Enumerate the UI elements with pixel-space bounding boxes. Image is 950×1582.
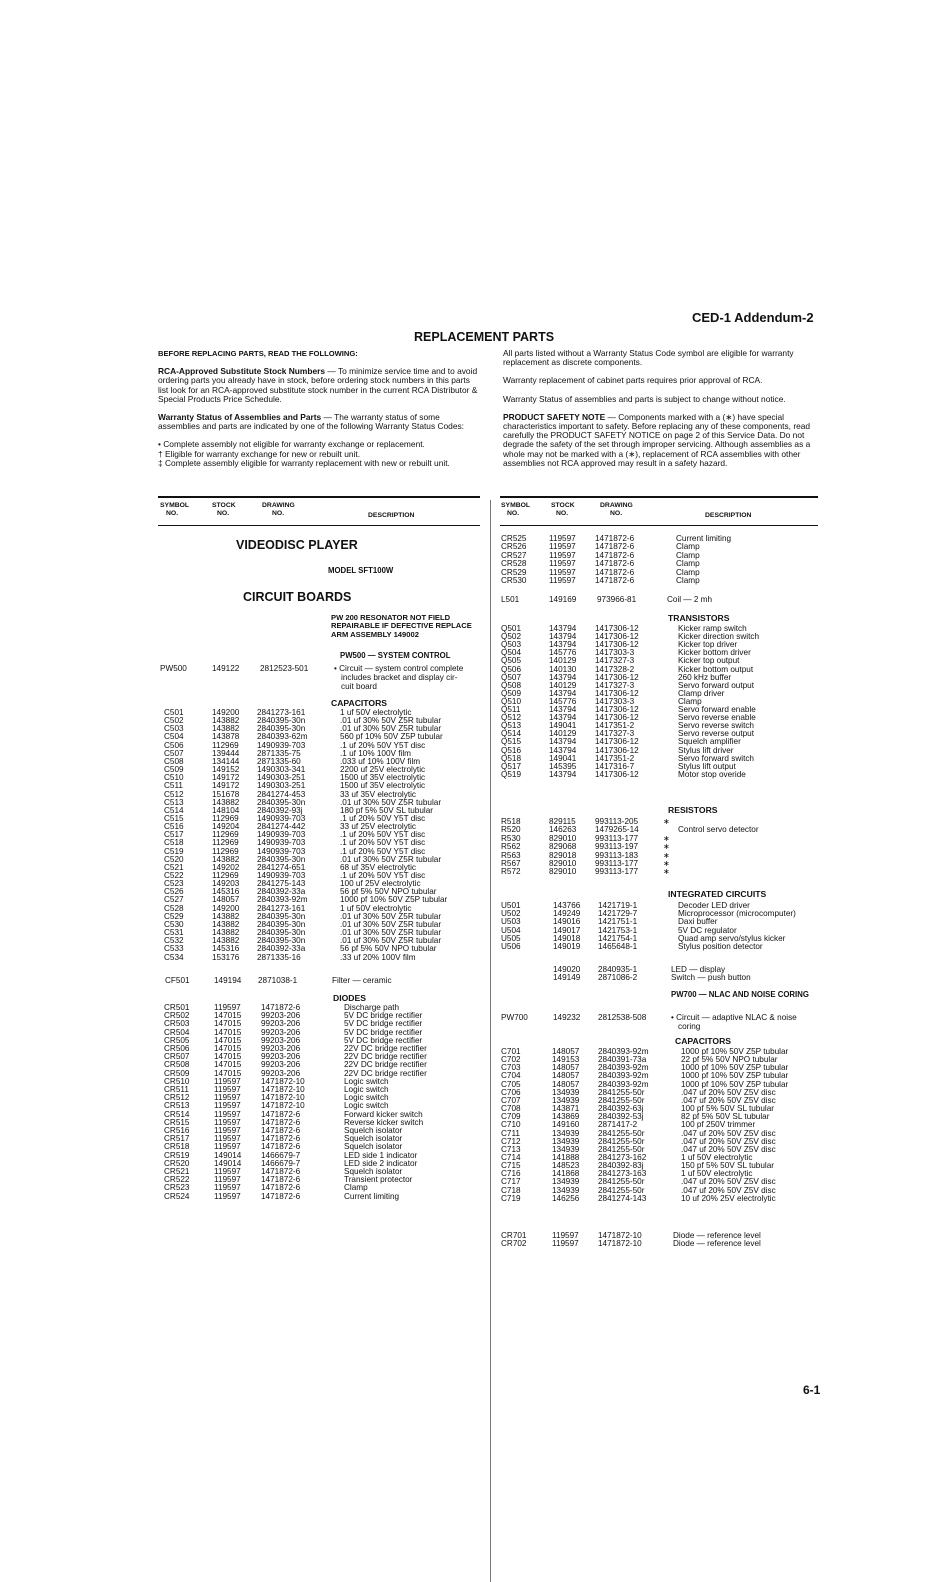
model-heading: MODEL SFT100W (328, 566, 394, 575)
pw200-note: PW 200 RESONATOR NOT FIELD REPAIRABLE IF DEFECTIVE REPLACE ARM ASSEMBLY 149002 (331, 613, 472, 639)
safety-note: PRODUCT SAFETY NOTE — Components marked with a (∗) have special characteristics important to safety. Before replacing any of these components, read carefully the PRODUCT SAFETY NOTICE on page 2 of this Service Data. Do not degrade the safety of the set through improper servicing. Although assemblies as a whole may not be marked with a (∗), replacement of RCA assemblies with other assemblies not RCA approved may result in a safety hazard. (503, 411, 811, 468)
right-col-stock: STOCK NO. (551, 502, 575, 517)
substitute-note: RCA-Approved Substitute Stock Numbers — To minimize service time and to avoid ordering parts you already have in stock, before ordering stock numbers in this parts list look for an RCA-approved substitute stock number in the current RCA Distributor & Special Products Price Schedule. (158, 366, 478, 404)
right-capacitors-heading: CAPACITORS (675, 1036, 732, 1046)
intro-right (503, 349, 819, 468)
transistors-heading: TRANSISTORS (668, 613, 730, 623)
document-id: CED-1 Addendum-2 (692, 310, 814, 325)
warranty-note: Warranty Status of Assemblies and Parts — The warranty status of some assemblies and parts are indicated by one of the following Warranty Status Codes: (158, 412, 465, 432)
page-title: REPLACEMENT PARTS (414, 330, 555, 344)
resistors-heading: RESISTORS (668, 805, 718, 815)
warranty-code-3: ‡ Complete assembly eligible for warranty replacement with new or rebuilt unit. (158, 457, 450, 468)
warranty-code-2: † Eligible for warranty exchange for new or rebuilt unit. (158, 448, 361, 459)
left-header-rule (158, 525, 480, 526)
right-col-symbol: SYMBOL NO. (501, 502, 531, 517)
diodes-heading: DIODES (333, 993, 366, 1003)
eligible-note: All parts listed without a Warranty Status Code symbol are eligible for warranty replacement as discrete components. (503, 348, 794, 368)
cabinet-note: Warranty replacement of cabinet parts requires prior approval of RCA. (503, 375, 763, 386)
intro-left (158, 349, 478, 468)
right-col-drawing: DRAWING NO. (600, 502, 633, 517)
videodisc-player-heading: VIDEODISC PLAYER (236, 538, 358, 552)
pw700-heading: PW700 — NLAC AND NOISE CORING (671, 990, 809, 999)
left-col-drawing: DRAWING NO. (262, 502, 295, 517)
change-note: Warranty Status of assemblies and parts is subject to change without notice. (503, 393, 786, 404)
circuit-boards-heading: CIRCUIT BOARDS (243, 590, 352, 604)
page-number: 6-1 (803, 1383, 821, 1397)
left-capacitors-heading: CAPACITORS (331, 698, 388, 708)
column-divider (490, 500, 491, 1582)
pw500-heading: PW500 — SYSTEM CONTROL (340, 651, 451, 660)
right-header-rule (500, 525, 818, 526)
left-col-stock: STOCK NO. (212, 502, 236, 517)
right-col-description: DESCRIPTION (705, 512, 752, 519)
left-col-symbol: SYMBOL NO. (160, 502, 190, 517)
integrated-circuits-heading: INTEGRATED CIRCUITS (668, 889, 767, 899)
warranty-code-1: • Complete assembly not eligible for warranty exchange or replacement. (158, 439, 425, 450)
left-col-description: DESCRIPTION (368, 512, 415, 519)
before-heading: BEFORE REPLACING PARTS, READ THE FOLLOWING: (158, 349, 358, 358)
left-top-rule (158, 496, 480, 498)
right-top-rule (500, 496, 818, 498)
